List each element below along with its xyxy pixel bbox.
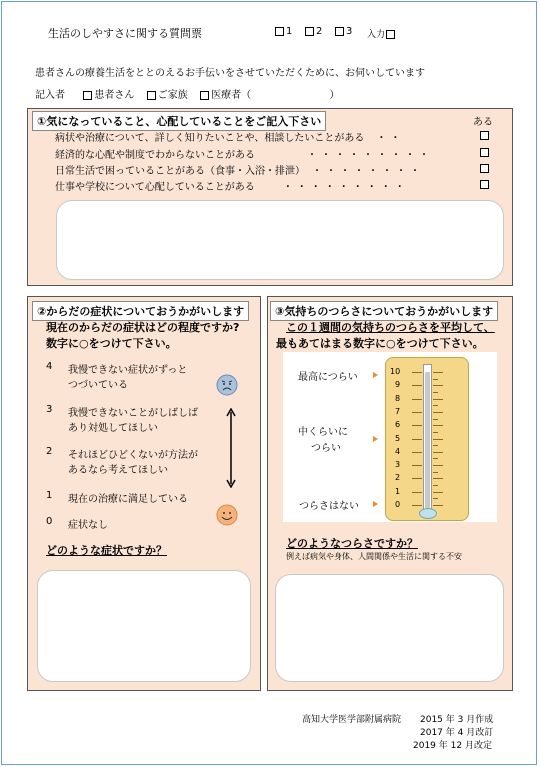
scale-minor-tick bbox=[433, 458, 438, 459]
arrow-high-icon bbox=[373, 372, 378, 378]
scale-tick bbox=[433, 399, 443, 400]
scale-tick bbox=[412, 439, 422, 440]
checkbox[interactable] bbox=[275, 27, 284, 36]
happy-face-icon bbox=[216, 504, 238, 526]
section1-checkbox-3[interactable] bbox=[480, 164, 489, 173]
scale-tick bbox=[433, 385, 443, 386]
section2-question-2: 数字に○をつけて下さい。 bbox=[46, 337, 177, 350]
section2-title: ②からだの症状についておうかがいします bbox=[32, 301, 249, 321]
level-4-number[interactable]: 4 bbox=[46, 361, 53, 372]
section3-question-1: この１週間の気持ちのつらさを平均して、 bbox=[286, 321, 495, 334]
thermometer-column bbox=[425, 372, 430, 510]
section2-question-1: 現在のからだの症状はどの程度ですか? bbox=[46, 321, 240, 334]
form-title: 生活のしやすさに関する質問票 bbox=[48, 27, 202, 40]
arrow-low-icon bbox=[373, 501, 378, 507]
scale-tick bbox=[412, 372, 422, 373]
scale-minor-tick bbox=[433, 485, 438, 486]
footer-line-1: 2015 年 3 月作成 bbox=[420, 715, 494, 725]
scale-tick bbox=[433, 439, 443, 440]
scale-number-10[interactable]: 10 bbox=[390, 367, 401, 376]
sad-face-icon bbox=[216, 374, 238, 396]
scale-number-7[interactable]: 7 bbox=[395, 406, 401, 416]
scale-tick bbox=[412, 478, 422, 479]
writer-family-checkbox[interactable] bbox=[147, 91, 156, 100]
scale-minor-tick bbox=[433, 419, 438, 420]
section1-col-label: ある bbox=[473, 117, 493, 128]
scale-tick bbox=[412, 465, 422, 466]
level-3-text-1: 我慢できないことがしばしば bbox=[68, 408, 198, 419]
section3-followup: どのようなつらさですか？ bbox=[286, 537, 418, 550]
scale-number-1[interactable]: 1 bbox=[395, 486, 401, 496]
scale-tick bbox=[433, 478, 443, 479]
scale-label-low: つらさはない bbox=[299, 501, 359, 512]
scale-tick bbox=[433, 372, 443, 373]
footer-line-2: 2017 年 4 月改訂 bbox=[420, 728, 494, 738]
level-0-text: 症状なし bbox=[68, 520, 108, 531]
scale-number-4[interactable]: 4 bbox=[395, 446, 401, 456]
footer-org: 高知大学医学部附属病院 bbox=[302, 715, 402, 725]
scale-number-0[interactable]: 0 bbox=[395, 500, 401, 509]
section2-free-text-box[interactable] bbox=[37, 570, 251, 682]
level-2-text-1: それほどひどくないが方法が bbox=[68, 450, 198, 461]
scale-number-8[interactable]: 8 bbox=[395, 393, 401, 403]
scale-number-6[interactable]: 6 bbox=[395, 420, 401, 430]
scale-tick bbox=[433, 412, 443, 413]
scale-minor-tick bbox=[433, 392, 438, 393]
writer-patient-checkbox[interactable] bbox=[83, 91, 92, 100]
scale-minor-tick bbox=[433, 379, 438, 380]
scale-tick bbox=[412, 385, 422, 386]
section1-item-4: 仕事や学校について心配していることがある ・・・・・・・・・ bbox=[55, 182, 409, 193]
scale-minor-tick bbox=[433, 405, 438, 406]
scale-number-3[interactable]: 3 bbox=[395, 460, 401, 470]
level-4-text-2: つづいている bbox=[68, 380, 128, 391]
scale-tick bbox=[412, 425, 422, 426]
scale-minor-tick bbox=[433, 472, 438, 473]
scale-minor-tick bbox=[433, 432, 438, 433]
section3-title: ③気持ちのつらさについておうかがいします bbox=[270, 301, 498, 321]
section1-item-2: 経済的な心配や制度でわからないことがある ・・・・・・・・・ bbox=[55, 150, 433, 161]
section1-free-text-box[interactable] bbox=[56, 200, 504, 280]
level-1-number[interactable]: 1 bbox=[46, 490, 53, 501]
section3-question-2: 最もあてはまる数字に○をつけて下さい。 bbox=[276, 337, 484, 350]
arrow-mid-icon bbox=[373, 436, 378, 442]
writer-row: 記入者 患者さん ご家族 医療者（ ） bbox=[35, 90, 340, 101]
scale-label-mid-2: つらい bbox=[311, 443, 341, 454]
scale-tick bbox=[412, 492, 422, 493]
checkbox[interactable] bbox=[335, 27, 344, 36]
level-3-number[interactable]: 3 bbox=[46, 404, 53, 415]
double-arrow-icon bbox=[226, 408, 236, 488]
scale-tick bbox=[412, 399, 422, 400]
scale-tick bbox=[433, 505, 443, 506]
checkbox[interactable] bbox=[305, 27, 314, 36]
section2-followup: どのような症状ですか？ bbox=[46, 544, 167, 557]
section3-free-text-box[interactable] bbox=[275, 574, 504, 682]
scale-tick bbox=[433, 492, 443, 493]
footer-line-3: 2019 年 12 月改定 bbox=[413, 741, 492, 751]
section1-item-1: 病状や治療について、詳しく知りたいことや、相談したいことがある ・・ bbox=[55, 133, 405, 144]
scale-number-2[interactable]: 2 bbox=[395, 473, 401, 483]
header-option-1[interactable]: 1 bbox=[275, 26, 292, 37]
level-0-number[interactable]: 0 bbox=[46, 516, 53, 527]
writer-medical-checkbox[interactable] bbox=[200, 91, 209, 100]
scale-tick bbox=[433, 452, 443, 453]
scale-tick bbox=[412, 505, 422, 506]
scale-number-9[interactable]: 9 bbox=[395, 380, 401, 390]
section1-item-3: 日常生活で困っていることがある（食事・入浴・排泄） ・・・・・・・・ bbox=[55, 166, 424, 177]
level-2-text-2: あるなら考えてほしい bbox=[68, 465, 168, 476]
header-option-2[interactable]: 2 bbox=[305, 26, 322, 37]
section1-checkbox-1[interactable] bbox=[480, 131, 489, 140]
scale-tick bbox=[412, 452, 422, 453]
scale-minor-tick bbox=[433, 445, 438, 446]
scale-label-high: 最高につらい bbox=[298, 372, 358, 383]
level-4-text-1: 我慢できない症状がずっと bbox=[68, 365, 188, 376]
checkbox[interactable] bbox=[386, 30, 395, 39]
input-label[interactable]: 入力 bbox=[367, 27, 397, 40]
level-3-text-2: あり対処してほしい bbox=[68, 423, 158, 434]
level-2-number[interactable]: 2 bbox=[46, 446, 53, 457]
scale-tick bbox=[433, 425, 443, 426]
level-1-text: 現在の治療に満足している bbox=[68, 494, 188, 505]
section1-title: ①気になっていること、心配していることをご記入下さい bbox=[32, 111, 326, 131]
section1-checkbox-2[interactable] bbox=[480, 148, 489, 157]
scale-tick bbox=[433, 465, 443, 466]
thermometer-bulb bbox=[419, 508, 437, 519]
section3-followup-note: 例えば病気や身体、人間関係や生活に関する不安 bbox=[286, 552, 462, 561]
scale-minor-tick bbox=[433, 498, 438, 499]
intro-text: 患者さんの療養生活をととのえるお手伝いをさせていただくために、お伺いしています bbox=[35, 68, 425, 79]
scale-label-mid-1: 中くらいに bbox=[298, 427, 348, 438]
header-option-3[interactable]: 3 bbox=[335, 26, 352, 37]
scale-number-5[interactable]: 5 bbox=[395, 433, 401, 443]
section1-checkbox-4[interactable] bbox=[480, 180, 489, 189]
scale-tick bbox=[412, 412, 422, 413]
